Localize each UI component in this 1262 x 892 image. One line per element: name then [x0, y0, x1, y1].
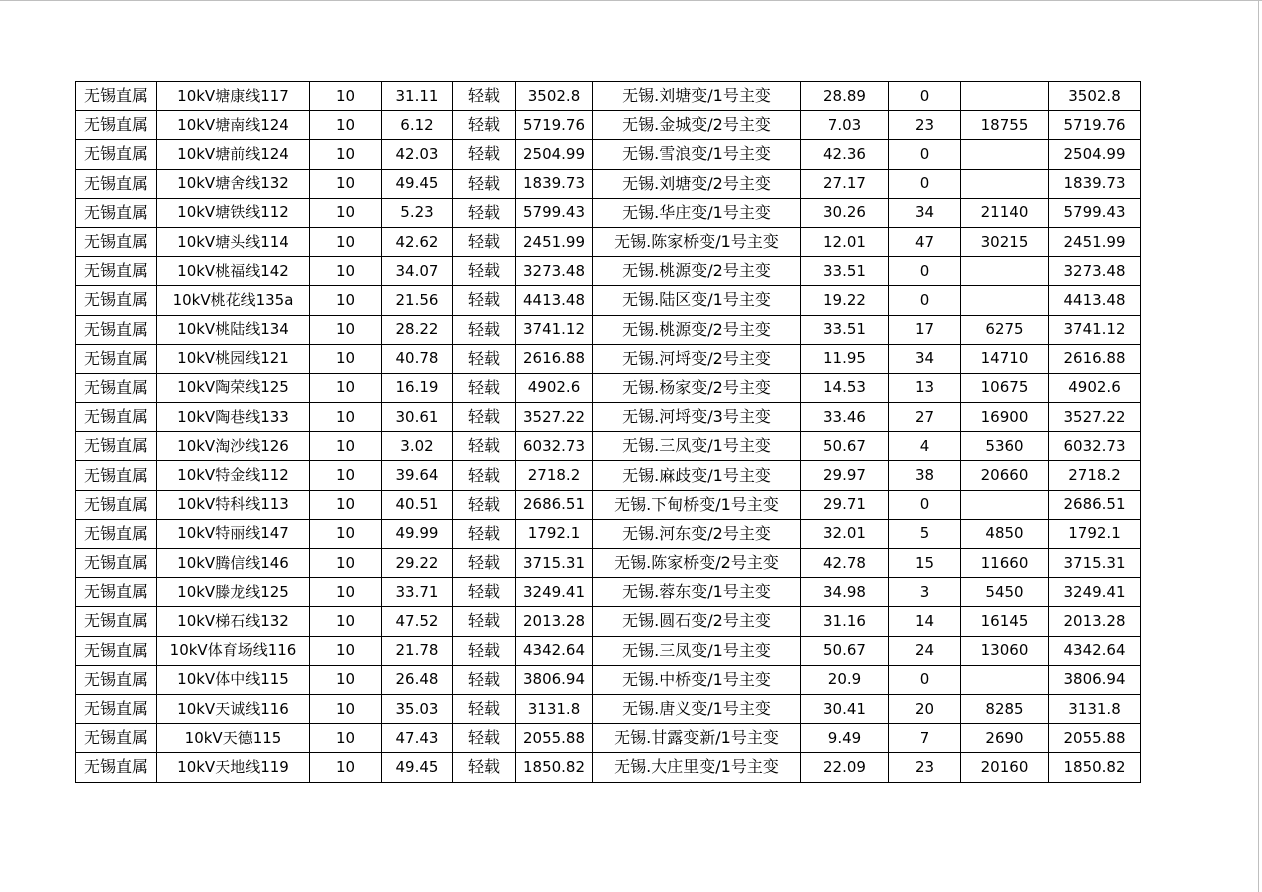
count-cell: 3	[889, 578, 961, 607]
remaining-cell: 3131.8	[1049, 694, 1141, 723]
remaining-cell: 3715.31	[1049, 549, 1141, 578]
company-cell: 无锡直属	[76, 694, 157, 723]
feeder-name-cell: 10kV塘前线124	[157, 140, 310, 169]
amount-cell: 10675	[961, 373, 1049, 402]
transformer-cell: 无锡.唐义变/1号主变	[593, 694, 801, 723]
load-status-cell: 轻载	[453, 694, 516, 723]
capacity-cell: 6032.73	[516, 432, 593, 461]
load-rate-cell: 5.23	[382, 198, 453, 227]
load-status-cell: 轻载	[453, 286, 516, 315]
amount-cell: 6275	[961, 315, 1049, 344]
load-status-cell: 轻载	[453, 198, 516, 227]
load-status-cell: 轻载	[453, 111, 516, 140]
transformer-cell: 无锡.下甸桥变/1号主变	[593, 490, 801, 519]
table-row	[76, 694, 1141, 723]
transformer-load-cell: 31.16	[801, 607, 889, 636]
remaining-cell: 5719.76	[1049, 111, 1141, 140]
count-cell: 17	[889, 315, 961, 344]
table-row	[76, 578, 1141, 607]
amount-cell: 2690	[961, 724, 1049, 753]
count-cell: 27	[889, 403, 961, 432]
count-cell: 7	[889, 724, 961, 753]
remaining-cell: 5799.43	[1049, 198, 1141, 227]
capacity-cell: 4413.48	[516, 286, 593, 315]
amount-cell	[961, 140, 1049, 169]
voltage-cell: 10	[310, 607, 382, 636]
amount-cell: 8285	[961, 694, 1049, 723]
transformer-load-cell: 29.97	[801, 461, 889, 490]
transformer-load-cell: 14.53	[801, 373, 889, 402]
remaining-cell: 3273.48	[1049, 257, 1141, 286]
voltage-cell: 10	[310, 636, 382, 665]
load-status-cell: 轻载	[453, 636, 516, 665]
page-right-border	[1258, 0, 1259, 892]
load-rate-cell: 26.48	[382, 665, 453, 694]
transformer-cell: 无锡.河东变/2号主变	[593, 519, 801, 548]
remaining-cell: 2451.99	[1049, 227, 1141, 256]
voltage-cell: 10	[310, 461, 382, 490]
feeder-name-cell: 10kV体中线115	[157, 665, 310, 694]
load-status-cell: 轻载	[453, 257, 516, 286]
capacity-cell: 1839.73	[516, 169, 593, 198]
transformer-cell: 无锡.陈家桥变/2号主变	[593, 549, 801, 578]
transformer-load-cell: 30.26	[801, 198, 889, 227]
count-cell: 34	[889, 344, 961, 373]
transformer-cell: 无锡.河埒变/3号主变	[593, 403, 801, 432]
transformer-cell: 无锡.雪浪变/1号主变	[593, 140, 801, 169]
table-row	[76, 753, 1141, 782]
load-rate-cell: 35.03	[382, 694, 453, 723]
company-cell: 无锡直属	[76, 636, 157, 665]
voltage-cell: 10	[310, 373, 382, 402]
transformer-load-cell: 9.49	[801, 724, 889, 753]
remaining-cell: 4342.64	[1049, 636, 1141, 665]
voltage-cell: 10	[310, 753, 382, 782]
company-cell: 无锡直属	[76, 665, 157, 694]
company-cell: 无锡直属	[76, 286, 157, 315]
amount-cell	[961, 82, 1049, 111]
count-cell: 23	[889, 111, 961, 140]
table-row	[76, 111, 1141, 140]
capacity-cell: 1792.1	[516, 519, 593, 548]
count-cell: 4	[889, 432, 961, 461]
amount-cell: 14710	[961, 344, 1049, 373]
table-row	[76, 432, 1141, 461]
remaining-cell: 2616.88	[1049, 344, 1141, 373]
remaining-cell: 2055.88	[1049, 724, 1141, 753]
load-rate-cell: 28.22	[382, 315, 453, 344]
capacity-cell: 2013.28	[516, 607, 593, 636]
count-cell: 24	[889, 636, 961, 665]
feeder-name-cell: 10kV塘南线124	[157, 111, 310, 140]
transformer-cell: 无锡.陈家桥变/1号主变	[593, 227, 801, 256]
table-row	[76, 286, 1141, 315]
load-rate-cell: 42.03	[382, 140, 453, 169]
capacity-cell: 3715.31	[516, 549, 593, 578]
count-cell: 0	[889, 169, 961, 198]
capacity-cell: 3806.94	[516, 665, 593, 694]
transformer-load-cell: 29.71	[801, 490, 889, 519]
count-cell: 15	[889, 549, 961, 578]
company-cell: 无锡直属	[76, 140, 157, 169]
table-row	[76, 403, 1141, 432]
transformer-load-cell: 33.51	[801, 257, 889, 286]
load-status-cell: 轻载	[453, 82, 516, 111]
remaining-cell: 3741.12	[1049, 315, 1141, 344]
amount-cell	[961, 665, 1049, 694]
load-rate-cell: 16.19	[382, 373, 453, 402]
company-cell: 无锡直属	[76, 519, 157, 548]
transformer-cell: 无锡.桃源变/2号主变	[593, 257, 801, 286]
table-row	[76, 665, 1141, 694]
capacity-cell: 2451.99	[516, 227, 593, 256]
load-status-cell: 轻载	[453, 753, 516, 782]
company-cell: 无锡直属	[76, 111, 157, 140]
transformer-load-cell: 42.36	[801, 140, 889, 169]
company-cell: 无锡直属	[76, 82, 157, 111]
load-rate-cell: 6.12	[382, 111, 453, 140]
voltage-cell: 10	[310, 490, 382, 519]
load-rate-cell: 49.99	[382, 519, 453, 548]
remaining-cell: 1839.73	[1049, 169, 1141, 198]
transformer-load-cell: 7.03	[801, 111, 889, 140]
remaining-cell: 2013.28	[1049, 607, 1141, 636]
feeder-name-cell: 10kV淘沙线126	[157, 432, 310, 461]
amount-cell: 4850	[961, 519, 1049, 548]
feeder-name-cell: 10kV天地线119	[157, 753, 310, 782]
voltage-cell: 10	[310, 82, 382, 111]
amount-cell: 13060	[961, 636, 1049, 665]
load-rate-cell: 33.71	[382, 578, 453, 607]
load-rate-cell: 39.64	[382, 461, 453, 490]
load-status-cell: 轻载	[453, 403, 516, 432]
amount-cell: 11660	[961, 549, 1049, 578]
remaining-cell: 6032.73	[1049, 432, 1141, 461]
table-row	[76, 198, 1141, 227]
load-status-cell: 轻载	[453, 490, 516, 519]
count-cell: 34	[889, 198, 961, 227]
feeder-name-cell: 10kV陶巷线133	[157, 403, 310, 432]
transformer-cell: 无锡.蓉东变/1号主变	[593, 578, 801, 607]
transformer-cell: 无锡.圆石变/2号主变	[593, 607, 801, 636]
transformer-load-cell: 30.41	[801, 694, 889, 723]
feeder-name-cell: 10kV体育场线116	[157, 636, 310, 665]
feeder-name-cell: 10kV天德115	[157, 724, 310, 753]
transformer-cell: 无锡.甘露变新/1号主变	[593, 724, 801, 753]
capacity-cell: 3502.8	[516, 82, 593, 111]
load-rate-cell: 21.56	[382, 286, 453, 315]
capacity-cell: 2686.51	[516, 490, 593, 519]
table-row	[76, 373, 1141, 402]
voltage-cell: 10	[310, 432, 382, 461]
capacity-cell: 2616.88	[516, 344, 593, 373]
company-cell: 无锡直属	[76, 403, 157, 432]
voltage-cell: 10	[310, 169, 382, 198]
company-cell: 无锡直属	[76, 344, 157, 373]
voltage-cell: 10	[310, 694, 382, 723]
load-status-cell: 轻载	[453, 578, 516, 607]
capacity-cell: 5719.76	[516, 111, 593, 140]
count-cell: 23	[889, 753, 961, 782]
transformer-cell: 无锡.刘塘变/1号主变	[593, 82, 801, 111]
load-status-cell: 轻载	[453, 607, 516, 636]
load-rate-cell: 49.45	[382, 169, 453, 198]
table-row	[76, 490, 1141, 519]
load-rate-cell: 47.43	[382, 724, 453, 753]
transformer-load-cell: 34.98	[801, 578, 889, 607]
company-cell: 无锡直属	[76, 315, 157, 344]
table-row	[76, 519, 1141, 548]
amount-cell: 5360	[961, 432, 1049, 461]
voltage-cell: 10	[310, 140, 382, 169]
capacity-cell: 5799.43	[516, 198, 593, 227]
capacity-cell: 2055.88	[516, 724, 593, 753]
transformer-load-cell: 22.09	[801, 753, 889, 782]
table-row	[76, 461, 1141, 490]
transformer-cell: 无锡.杨家变/2号主变	[593, 373, 801, 402]
voltage-cell: 10	[310, 665, 382, 694]
remaining-cell: 3502.8	[1049, 82, 1141, 111]
transformer-load-cell: 20.9	[801, 665, 889, 694]
load-status-cell: 轻载	[453, 373, 516, 402]
count-cell: 0	[889, 286, 961, 315]
feeder-name-cell: 10kV特科线113	[157, 490, 310, 519]
company-cell: 无锡直属	[76, 607, 157, 636]
voltage-cell: 10	[310, 403, 382, 432]
load-rate-cell: 29.22	[382, 549, 453, 578]
voltage-cell: 10	[310, 315, 382, 344]
table-body	[76, 82, 1141, 783]
load-status-cell: 轻载	[453, 724, 516, 753]
transformer-load-cell: 42.78	[801, 549, 889, 578]
company-cell: 无锡直属	[76, 198, 157, 227]
feeder-name-cell: 10kV腾信线146	[157, 549, 310, 578]
load-status-cell: 轻载	[453, 315, 516, 344]
amount-cell	[961, 490, 1049, 519]
voltage-cell: 10	[310, 227, 382, 256]
transformer-load-cell: 12.01	[801, 227, 889, 256]
page-top-border	[0, 0, 1262, 1]
transformer-cell: 无锡.三凤变/1号主变	[593, 636, 801, 665]
feeder-name-cell: 10kV塘铁线112	[157, 198, 310, 227]
feeder-load-table	[75, 81, 1141, 783]
amount-cell: 21140	[961, 198, 1049, 227]
table-row	[76, 257, 1141, 286]
company-cell: 无锡直属	[76, 257, 157, 286]
capacity-cell: 4902.6	[516, 373, 593, 402]
load-rate-cell: 49.45	[382, 753, 453, 782]
capacity-cell: 2718.2	[516, 461, 593, 490]
table-row	[76, 344, 1141, 373]
feeder-name-cell: 10kV特丽线147	[157, 519, 310, 548]
load-status-cell: 轻载	[453, 169, 516, 198]
amount-cell: 5450	[961, 578, 1049, 607]
voltage-cell: 10	[310, 344, 382, 373]
company-cell: 无锡直属	[76, 753, 157, 782]
table-row	[76, 169, 1141, 198]
capacity-cell: 2504.99	[516, 140, 593, 169]
feeder-name-cell: 10kV塘康线117	[157, 82, 310, 111]
load-rate-cell: 34.07	[382, 257, 453, 286]
remaining-cell: 2686.51	[1049, 490, 1141, 519]
load-status-cell: 轻载	[453, 140, 516, 169]
capacity-cell: 1850.82	[516, 753, 593, 782]
load-rate-cell: 30.61	[382, 403, 453, 432]
feeder-name-cell: 10kV梯石线132	[157, 607, 310, 636]
transformer-cell: 无锡.陆区变/1号主变	[593, 286, 801, 315]
capacity-cell: 4342.64	[516, 636, 593, 665]
transformer-load-cell: 27.17	[801, 169, 889, 198]
company-cell: 无锡直属	[76, 549, 157, 578]
count-cell: 38	[889, 461, 961, 490]
table-row	[76, 227, 1141, 256]
transformer-load-cell: 19.22	[801, 286, 889, 315]
transformer-cell: 无锡.大庄里变/1号主变	[593, 753, 801, 782]
amount-cell	[961, 286, 1049, 315]
company-cell: 无锡直属	[76, 373, 157, 402]
load-status-cell: 轻载	[453, 227, 516, 256]
count-cell: 0	[889, 140, 961, 169]
load-status-cell: 轻载	[453, 344, 516, 373]
capacity-cell: 3741.12	[516, 315, 593, 344]
voltage-cell: 10	[310, 724, 382, 753]
remaining-cell: 4413.48	[1049, 286, 1141, 315]
amount-cell: 20160	[961, 753, 1049, 782]
transformer-load-cell: 50.67	[801, 636, 889, 665]
load-rate-cell: 42.62	[382, 227, 453, 256]
transformer-cell: 无锡.刘塘变/2号主变	[593, 169, 801, 198]
count-cell: 0	[889, 665, 961, 694]
capacity-cell: 3249.41	[516, 578, 593, 607]
load-rate-cell: 21.78	[382, 636, 453, 665]
table-row	[76, 140, 1141, 169]
amount-cell	[961, 257, 1049, 286]
load-status-cell: 轻载	[453, 665, 516, 694]
count-cell: 0	[889, 82, 961, 111]
company-cell: 无锡直属	[76, 490, 157, 519]
feeder-name-cell: 10kV滕龙线125	[157, 578, 310, 607]
transformer-cell: 无锡.桃源变/2号主变	[593, 315, 801, 344]
load-status-cell: 轻载	[453, 461, 516, 490]
company-cell: 无锡直属	[76, 578, 157, 607]
load-rate-cell: 31.11	[382, 82, 453, 111]
load-status-cell: 轻载	[453, 519, 516, 548]
load-status-cell: 轻载	[453, 549, 516, 578]
table-row	[76, 82, 1141, 111]
transformer-cell: 无锡.河埒变/2号主变	[593, 344, 801, 373]
voltage-cell: 10	[310, 549, 382, 578]
transformer-cell: 无锡.麻歧变/1号主变	[593, 461, 801, 490]
amount-cell: 18755	[961, 111, 1049, 140]
voltage-cell: 10	[310, 257, 382, 286]
count-cell: 0	[889, 257, 961, 286]
voltage-cell: 10	[310, 578, 382, 607]
table-row	[76, 636, 1141, 665]
voltage-cell: 10	[310, 198, 382, 227]
remaining-cell: 3249.41	[1049, 578, 1141, 607]
remaining-cell: 2718.2	[1049, 461, 1141, 490]
feeder-name-cell: 10kV桃陆线134	[157, 315, 310, 344]
voltage-cell: 10	[310, 286, 382, 315]
company-cell: 无锡直属	[76, 432, 157, 461]
amount-cell: 30215	[961, 227, 1049, 256]
transformer-cell: 无锡.三凤变/1号主变	[593, 432, 801, 461]
feeder-name-cell: 10kV塘头线114	[157, 227, 310, 256]
table-row	[76, 315, 1141, 344]
company-cell: 无锡直属	[76, 227, 157, 256]
remaining-cell: 2504.99	[1049, 140, 1141, 169]
load-rate-cell: 47.52	[382, 607, 453, 636]
count-cell: 14	[889, 607, 961, 636]
voltage-cell: 10	[310, 519, 382, 548]
load-rate-cell: 3.02	[382, 432, 453, 461]
amount-cell: 16900	[961, 403, 1049, 432]
load-status-cell: 轻载	[453, 432, 516, 461]
table-row	[76, 724, 1141, 753]
transformer-load-cell: 50.67	[801, 432, 889, 461]
load-rate-cell: 40.51	[382, 490, 453, 519]
feeder-name-cell: 10kV塘舍线132	[157, 169, 310, 198]
transformer-load-cell: 33.51	[801, 315, 889, 344]
transformer-cell: 无锡.华庄变/1号主变	[593, 198, 801, 227]
count-cell: 13	[889, 373, 961, 402]
feeder-name-cell: 10kV桃福线142	[157, 257, 310, 286]
count-cell: 47	[889, 227, 961, 256]
capacity-cell: 3131.8	[516, 694, 593, 723]
count-cell: 20	[889, 694, 961, 723]
feeder-name-cell: 10kV陶荣线125	[157, 373, 310, 402]
remaining-cell: 3806.94	[1049, 665, 1141, 694]
feeder-name-cell: 10kV特金线112	[157, 461, 310, 490]
feeder-name-cell: 10kV天诚线116	[157, 694, 310, 723]
amount-cell	[961, 169, 1049, 198]
feeder-name-cell: 10kV桃园线121	[157, 344, 310, 373]
company-cell: 无锡直属	[76, 461, 157, 490]
amount-cell: 16145	[961, 607, 1049, 636]
transformer-load-cell: 33.46	[801, 403, 889, 432]
table-row	[76, 549, 1141, 578]
load-rate-cell: 40.78	[382, 344, 453, 373]
remaining-cell: 1792.1	[1049, 519, 1141, 548]
capacity-cell: 3527.22	[516, 403, 593, 432]
transformer-load-cell: 11.95	[801, 344, 889, 373]
feeder-name-cell: 10kV桃花线135a	[157, 286, 310, 315]
table-row	[76, 607, 1141, 636]
remaining-cell: 4902.6	[1049, 373, 1141, 402]
company-cell: 无锡直属	[76, 724, 157, 753]
capacity-cell: 3273.48	[516, 257, 593, 286]
count-cell: 0	[889, 490, 961, 519]
amount-cell: 20660	[961, 461, 1049, 490]
company-cell: 无锡直属	[76, 169, 157, 198]
remaining-cell: 1850.82	[1049, 753, 1141, 782]
transformer-cell: 无锡.中桥变/1号主变	[593, 665, 801, 694]
remaining-cell: 3527.22	[1049, 403, 1141, 432]
count-cell: 5	[889, 519, 961, 548]
transformer-load-cell: 28.89	[801, 82, 889, 111]
transformer-cell: 无锡.金城变/2号主变	[593, 111, 801, 140]
transformer-load-cell: 32.01	[801, 519, 889, 548]
voltage-cell: 10	[310, 111, 382, 140]
